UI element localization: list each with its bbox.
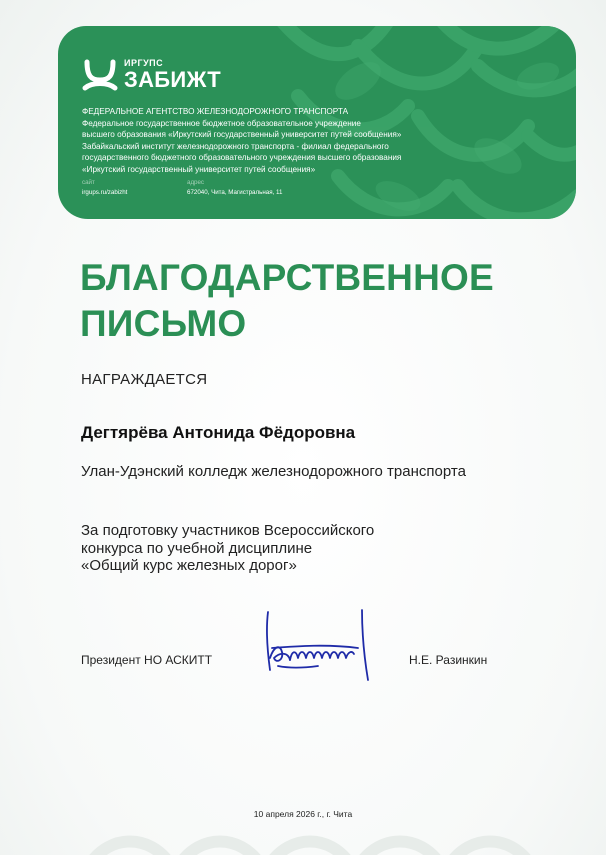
award-reason — [81, 522, 374, 575]
org-line: ФЕДЕРАЛЬНОЕ АГЕНТСТВО ЖЕЛЕЗНОДОРОЖНОГО ТРАНСПОРТА — [82, 107, 349, 116]
reason-line: «Общий курс железных дорог» — [81, 557, 297, 574]
org-line: «Иркутский государственный университет путей сообщения» — [82, 164, 316, 174]
logo-emblem-icon — [82, 58, 118, 92]
org-line: Забайкальский институт железнодорожного транспорта - филиал федерального — [82, 141, 389, 151]
letter-title — [80, 255, 560, 347]
organization-block — [82, 106, 522, 175]
address-value: 672040, Чита, Магистральная, 11 — [187, 189, 283, 196]
org-line: Федеральное государственное бюджетное образовательное учреждение — [82, 118, 361, 128]
signatory-name: Н.Е. Разинкин — [409, 653, 488, 667]
title-line: ПИСЬМО — [80, 303, 247, 344]
awarded-label: НАГРАЖДАЕТСЯ — [81, 371, 208, 388]
site-value: irgups.ru/zabizht — [82, 189, 128, 196]
handwritten-signature — [258, 608, 380, 688]
logo-small-text: ИРГУПС — [124, 58, 164, 68]
contact-site — [82, 179, 127, 196]
bottom-leaf-pattern — [70, 824, 540, 855]
reason-line: конкурса по учебной дисциплине — [81, 539, 313, 557]
recipient-institution: Улан-Удэнский колледж железнодорожного транспорта — [81, 463, 466, 480]
org-line: государственного бюджетного образовательного учреждения высшего образования — [82, 153, 402, 162]
date-place: 10 апреля 2026 г., г. Чита — [253, 809, 353, 819]
logo-big-text: ЗАБИЖТ — [124, 67, 221, 92]
recipient-name: Дегтярёва Антонида Фёдоровна — [81, 423, 356, 442]
institute-logo — [82, 58, 221, 92]
contact-address — [187, 179, 282, 196]
title-line: БЛАГОДАРСТВЕННОЕ — [80, 257, 494, 298]
reason-line: За подготовку участников Всероссийского — [81, 522, 375, 539]
address-label: адрес — [187, 179, 205, 186]
org-line: высшего образования «Иркутский государственный университет путей сообщения» — [82, 130, 402, 139]
header-banner — [58, 26, 576, 219]
signatory-role: Президент НО АСКИТТ — [81, 653, 213, 667]
site-label: сайт — [82, 179, 95, 186]
